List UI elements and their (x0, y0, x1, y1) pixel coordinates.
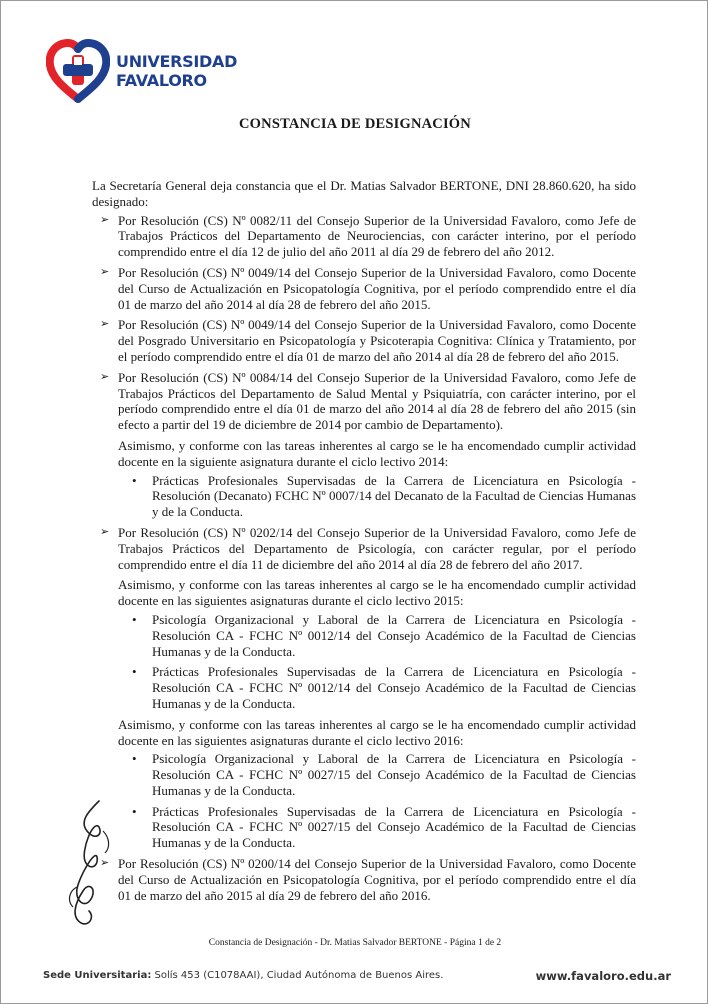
document-body (92, 178, 636, 908)
subject-item (92, 473, 636, 520)
campus-address (43, 970, 443, 981)
subject-text: Prácticas Profesionales Supervisadas de la Carrera de Licenciatura en Psicología - Resolución (Decanato) FCHC Nº 0007/14 del Decanato de la Facultad de Ciencias Humanas y de la Conducta. (152, 472, 636, 520)
logo-line-1: UNIVERSIDAD (116, 52, 238, 71)
signature-icon (59, 791, 129, 931)
logo-line-2: FAVALORO (116, 71, 207, 90)
assignment-paragraph-2015: Asimismo, y conforme con las tareas inherentes al cargo se le ha encomendado cumplir actividad docente en las siguientes asignaturas durante el ciclo lectivo 2015: (118, 577, 636, 609)
resolution-text: Por Resolución (CS) Nº 0202/14 del Consejo Superior de la Universidad Favaloro, como Jefe de Trabajos Prácticos del Departamento de Psicología, con carácter regular, por el período comprendido entre el día 11 de diciembre del año 2014 al día 28 de febrero del año 2017. (118, 524, 636, 572)
assignment-paragraph-2014: Asimismo, y conforme con las tareas inherentes al cargo se le ha encomendado cumplir actividad docente en la siguiente asignatura durante el ciclo lectivo 2014: (118, 437, 636, 469)
favaloro-heart-cross-icon (46, 37, 110, 103)
resolution-item (92, 525, 636, 572)
subject-text: Prácticas Profesionales Supervisadas de la Carrera de Licenciatura en Psicología - Resolución CA - FCHC Nº 0027/15 del Consejo Académico de la Facultad de Ciencias Humanas y de la Conducta. (152, 803, 636, 851)
bullet-dot-icon: • (132, 611, 137, 627)
arrow-bullet-icon: ➢ (100, 213, 110, 226)
document-title: CONSTANCIA DE DESIGNACIÓN (239, 116, 471, 132)
arrow-bullet-icon: ➢ (100, 525, 110, 538)
resolution-item (92, 370, 636, 433)
resolution-item (92, 856, 636, 903)
assignment-paragraph-2016: Asimismo, y conforme con las tareas inherentes al cargo se le ha encomendado cumplir actividad docente en las siguientes asignaturas durante el ciclo lectivo 2016: (118, 716, 636, 748)
resolution-text: Por Resolución (CS) Nº 0049/14 del Consejo Superior de la Universidad Favaloro, como Docente del Curso de Actualización en Psicopatología Cognitiva, por el período comprendido entre el día 01 de marzo del año 2014 al día 28 de febrero del año 2015. (118, 264, 636, 312)
subject-item (92, 664, 636, 711)
bullet-dot-icon: • (132, 472, 137, 488)
arrow-bullet-icon: ➢ (100, 370, 110, 383)
resolution-item (92, 265, 636, 312)
bullet-dot-icon: • (132, 803, 137, 819)
subject-text: Psicología Organizacional y Laboral de la Carrera de Licenciatura en Psicología - Resolución CA - FCHC Nº 0012/14 del Consejo Académico de la Facultad de Ciencias Humanas y de la Conducta. (152, 611, 636, 659)
resolution-item (92, 317, 636, 364)
bullet-dot-icon: • (132, 751, 137, 767)
subject-item (92, 804, 636, 851)
campus-label: Sede Universitaria: (43, 970, 152, 981)
bullet-dot-icon: • (132, 664, 137, 680)
university-logo (46, 37, 246, 103)
website-link[interactable]: www.favaloro.edu.ar (535, 969, 671, 983)
subject-text: Psicología Organizacional y Laboral de la Carrera de Licenciatura en Psicología - Resolución CA - FCHC Nº 0027/15 del Consejo Académico de la Facultad de Ciencias Humanas y de la Conducta. (152, 751, 636, 798)
resolution-text: Por Resolución (CS) Nº 0084/14 del Consejo Superior de la Universidad Favaloro, como Jefe de Trabajos Prácticos del Departamento de Salud Mental y Psiquiatría, con carácter interino, por el período comprendido entre el día 01 de marzo del año 2014 al día 28 de febrero del año 2015 (sin efecto a partir del 19 de diciembre de 2014 por cambio de Departamento). (118, 369, 636, 433)
subject-item (92, 612, 636, 659)
arrow-bullet-icon: ➢ (100, 265, 110, 278)
subject-item (92, 751, 636, 798)
subject-text: Prácticas Profesionales Supervisadas de la Carrera de Licenciatura en Psicología - Resolución CA - FCHC Nº 0012/14 del Consejo Académico de la Facultad de Ciencias Humanas y de la Conducta. (152, 664, 636, 711)
intro-paragraph: La Secretaría General deja constancia que el Dr. Matias Salvador BERTONE, DNI 28.860.620, ha sido designado: (92, 178, 636, 209)
resolution-text: Por Resolución (CS) Nº 0082/11 del Consejo Superior de la Universidad Favaloro, como Jefe de Trabajos Prácticos del Departamento de Neurociencias, con carácter interino, por el período comprendido entre el día 12 de julio del año 2011 al día 29 de febrero del año 2012. (118, 212, 636, 260)
resolution-text: Por Resolución (CS) Nº 0049/14 del Consejo Superior de la Universidad Favaloro, como Docente del Posgrado Universitario en Psicopatología y Psicoterapia Cognitiva: Clínica y Tratamiento, por el período comprendido entre el día 01 de marzo del año 2014 al día 28 de febrero del año 2015. (118, 317, 636, 364)
arrow-bullet-icon: ➢ (100, 318, 110, 331)
campus-address-text: Solís 453 (C1078AAI), Ciudad Autónoma de Buenos Aires. (154, 970, 444, 981)
page-footer-note: Constancia de Designación - Dr. Matias Salvador BERTONE - Página 1 de 2 (208, 938, 502, 948)
resolution-item (92, 213, 636, 260)
arrow-bullet-icon: ➢ (100, 857, 110, 870)
resolution-text: Por Resolución (CS) Nº 0200/14 del Consejo Superior de la Universidad Favaloro, como Docente del Curso de Actualización en Psicopatología Cognitiva, por el período comprendido entre el día 01 de marzo del año 2015 al día 29 de febrero del año 2016. (118, 856, 636, 903)
